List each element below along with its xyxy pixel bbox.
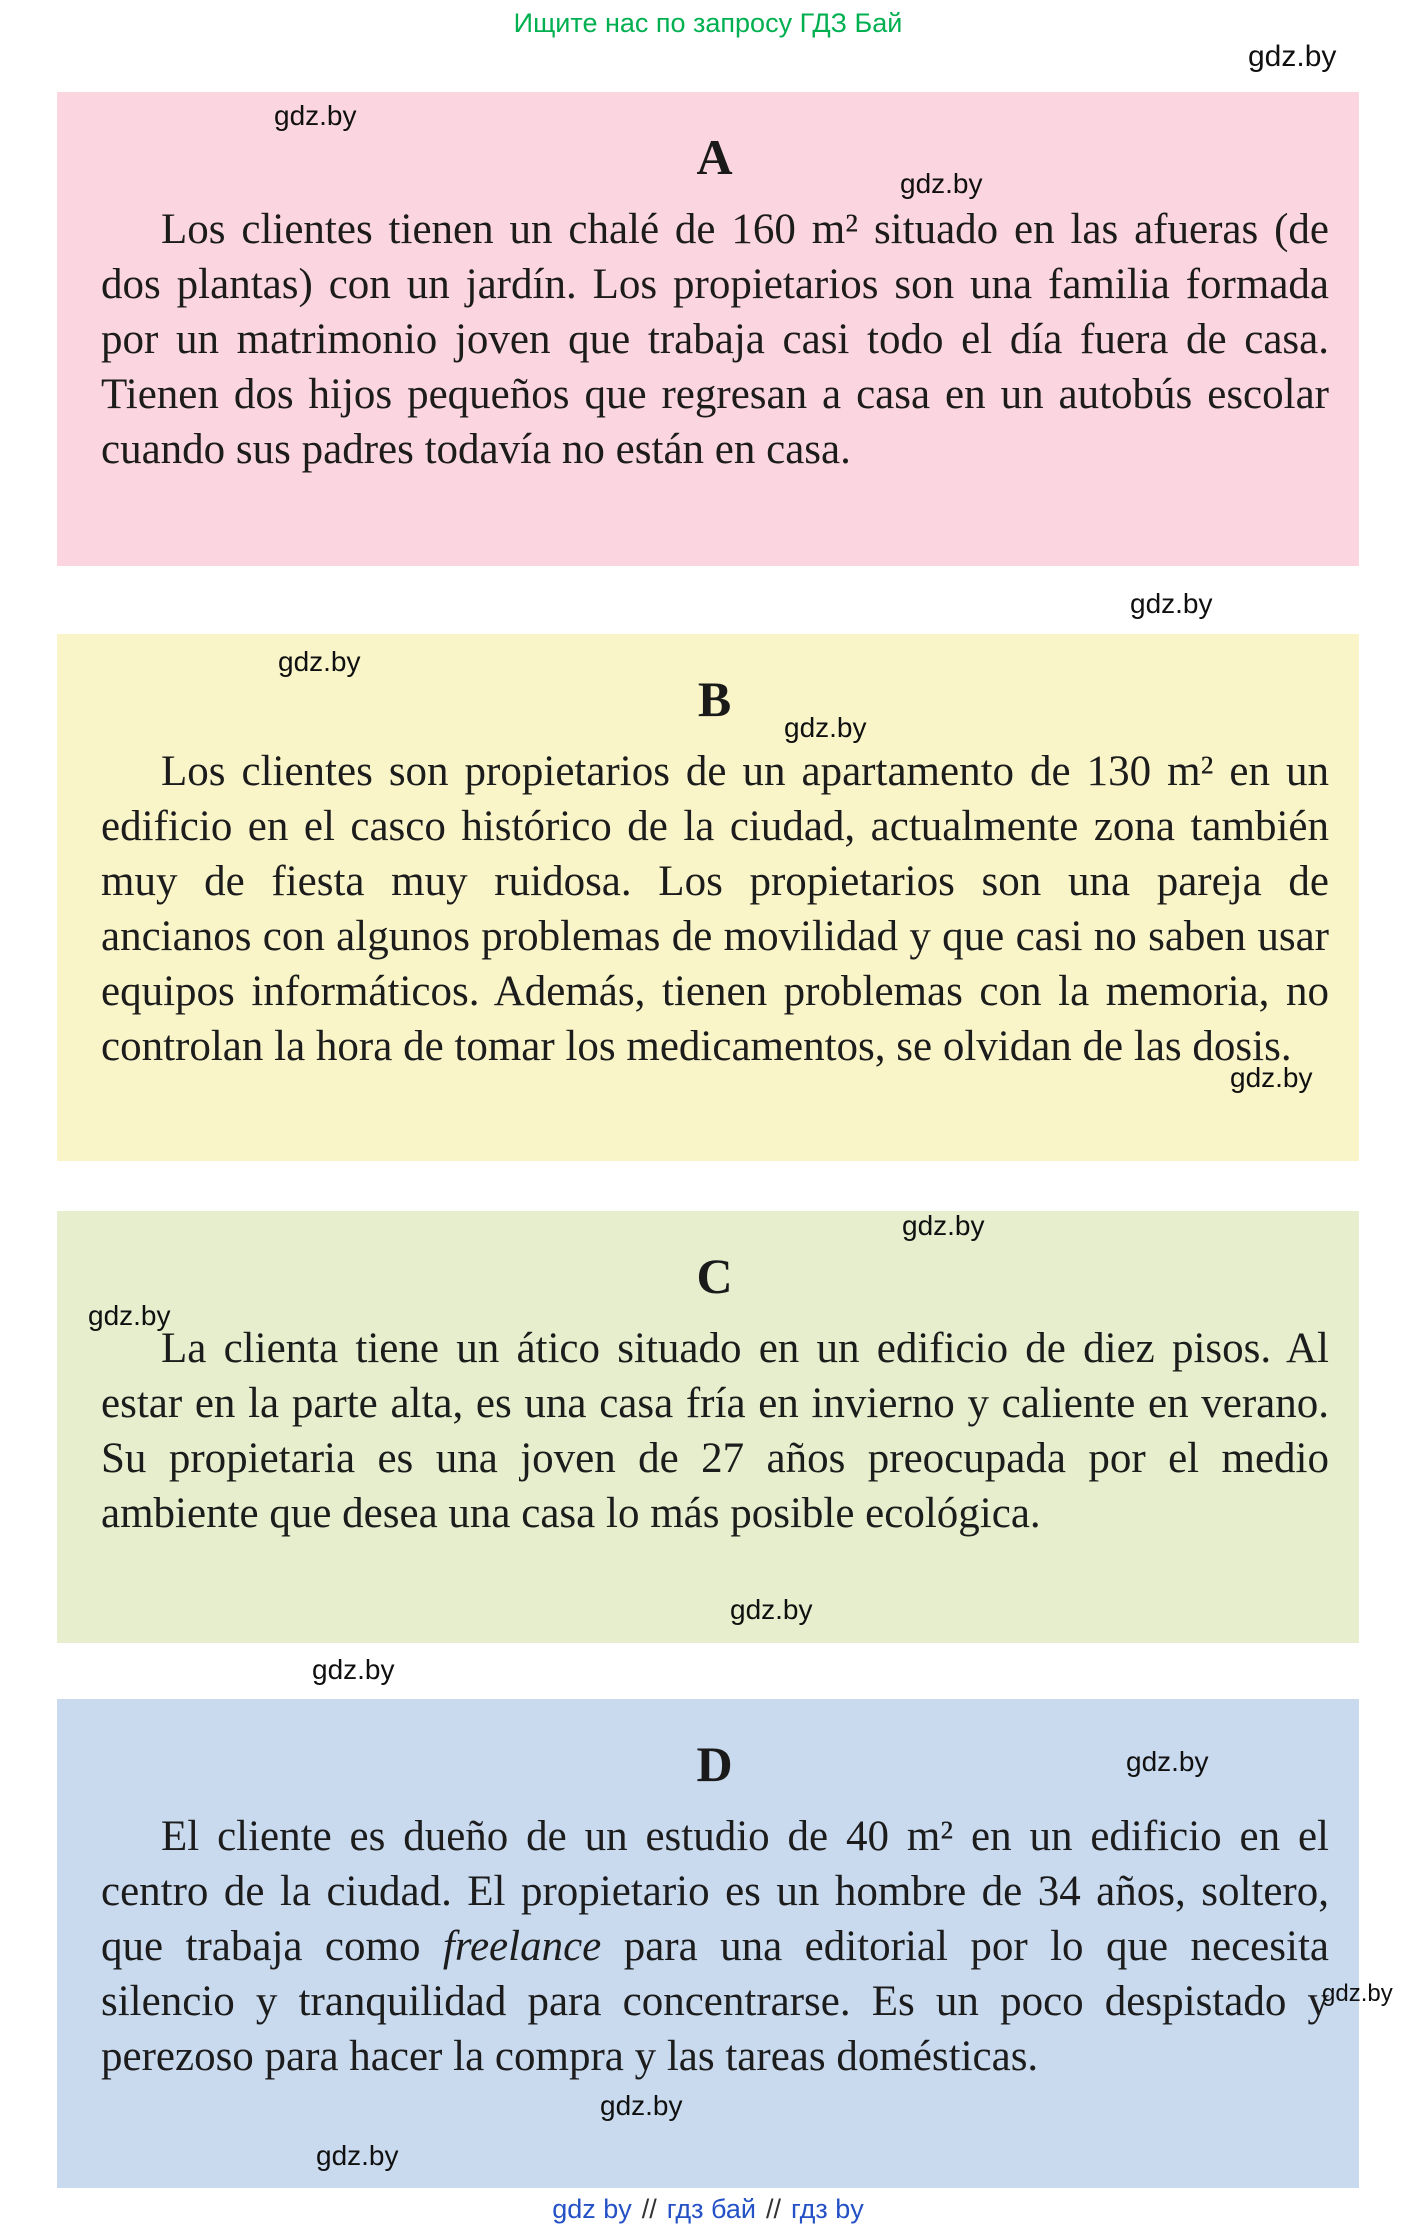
gdz-watermark-b-bottom-right: gdz.by <box>1230 1062 1313 1093</box>
section-c-letter: C <box>696 1248 734 1304</box>
gdz-watermark-b-top-left: gdz.by <box>278 646 361 677</box>
section-a-text: Los clientes tienen un chalé de 160 m² situado en las afueras (de dos plantas) con un jardín. Los propietarios son una familia formada por un matrimonio joven que trabaja casi todo el día fuera de casa. Tienen dos hijos pequeños que regresan a casa en un autobús escolar cuando sus padres todavía no están en casa. <box>101 206 1329 473</box>
promo-text: Ищите нас по запросу ГДЗ Бай <box>513 8 903 38</box>
section-c-text: La clienta tiene un ático situado en un edificio de diez pisos. Al estar en la parte alta, es una casa fría en invierno y caliente en verano. Su propietaria es una joven de 27 años preocupada por el medio ambiente que desea una casa lo más posible ecológica. <box>101 1325 1329 1537</box>
gdz-watermark-b-under-letter: gdz.by <box>784 712 867 743</box>
gdz-watermark-a-under-letter: gdz.by <box>900 168 983 199</box>
section-a-letter: A <box>696 129 734 185</box>
section-d-text-part2: para una editorial por lo que necesita silencio y tranquilidad para concentrarse. Es un poco despistado y perezoso para hacer la compra y las tareas domésticas. <box>101 1923 1329 2080</box>
footer-separator-2: // <box>765 2194 781 2224</box>
gdz-watermark-d-bottom-left: gdz.by <box>316 2140 399 2171</box>
section-b-letter: B <box>697 671 733 727</box>
gdz-watermark-a-top-left: gdz.by <box>274 100 357 131</box>
footer <box>0 2194 1416 2225</box>
section-d-text-part1: El cliente es dueño de un estudio de 40 m² en un edificio en el centro de la ciudad. El propietario es un hombre de 34 años, soltero, que trabaja como <box>101 1813 1329 1970</box>
footer-separator-1: // <box>641 2194 657 2224</box>
gdz-watermark-c-bottom-center: gdz.by <box>730 1594 813 1625</box>
section-d-text-freelance: freelance <box>442 1923 602 1970</box>
gdz-watermark-c-top-right: gdz.by <box>902 1210 985 1241</box>
gdz-watermark-d-bottom-center: gdz.by <box>600 2090 683 2121</box>
footer-link-2: гдз бай <box>666 2194 756 2224</box>
gdz-watermark-c-left: gdz.by <box>88 1300 171 1331</box>
section-b-text: Los clientes son propietarios de un apartamento de 130 m² en un edificio en el casco histórico de la ciudad, actualmente zona también muy de fiesta muy ruidosa. Los propietarios son una pareja de ancianos con algunos problemas de movilidad y que casi no saben usar equipos informáticos. Además, tienen problemas con la memoria, no controlan la hora de tomar los medicamentos, se olvidan de las dosis. <box>101 748 1329 1070</box>
footer-link-1: gdz by <box>552 2194 632 2224</box>
section-a <box>57 92 1359 566</box>
section-c <box>57 1211 1359 1643</box>
section-d-text <box>101 1809 1329 2084</box>
gdz-watermark-d-right-mid: gdz.by <box>1322 1980 1393 2007</box>
gdz-watermark-d-right-of-letter: gdz.by <box>1126 1746 1209 1777</box>
gdz-watermark-top-right: gdz.by <box>1248 40 1337 73</box>
footer-link-3: гдз by <box>791 2194 864 2224</box>
section-d-letter: D <box>696 1736 734 1792</box>
gdz-watermark-between-c-d: gdz.by <box>312 1654 395 1685</box>
gdz-watermark-between-a-b: gdz.by <box>1130 588 1213 619</box>
section-b <box>57 634 1359 1161</box>
